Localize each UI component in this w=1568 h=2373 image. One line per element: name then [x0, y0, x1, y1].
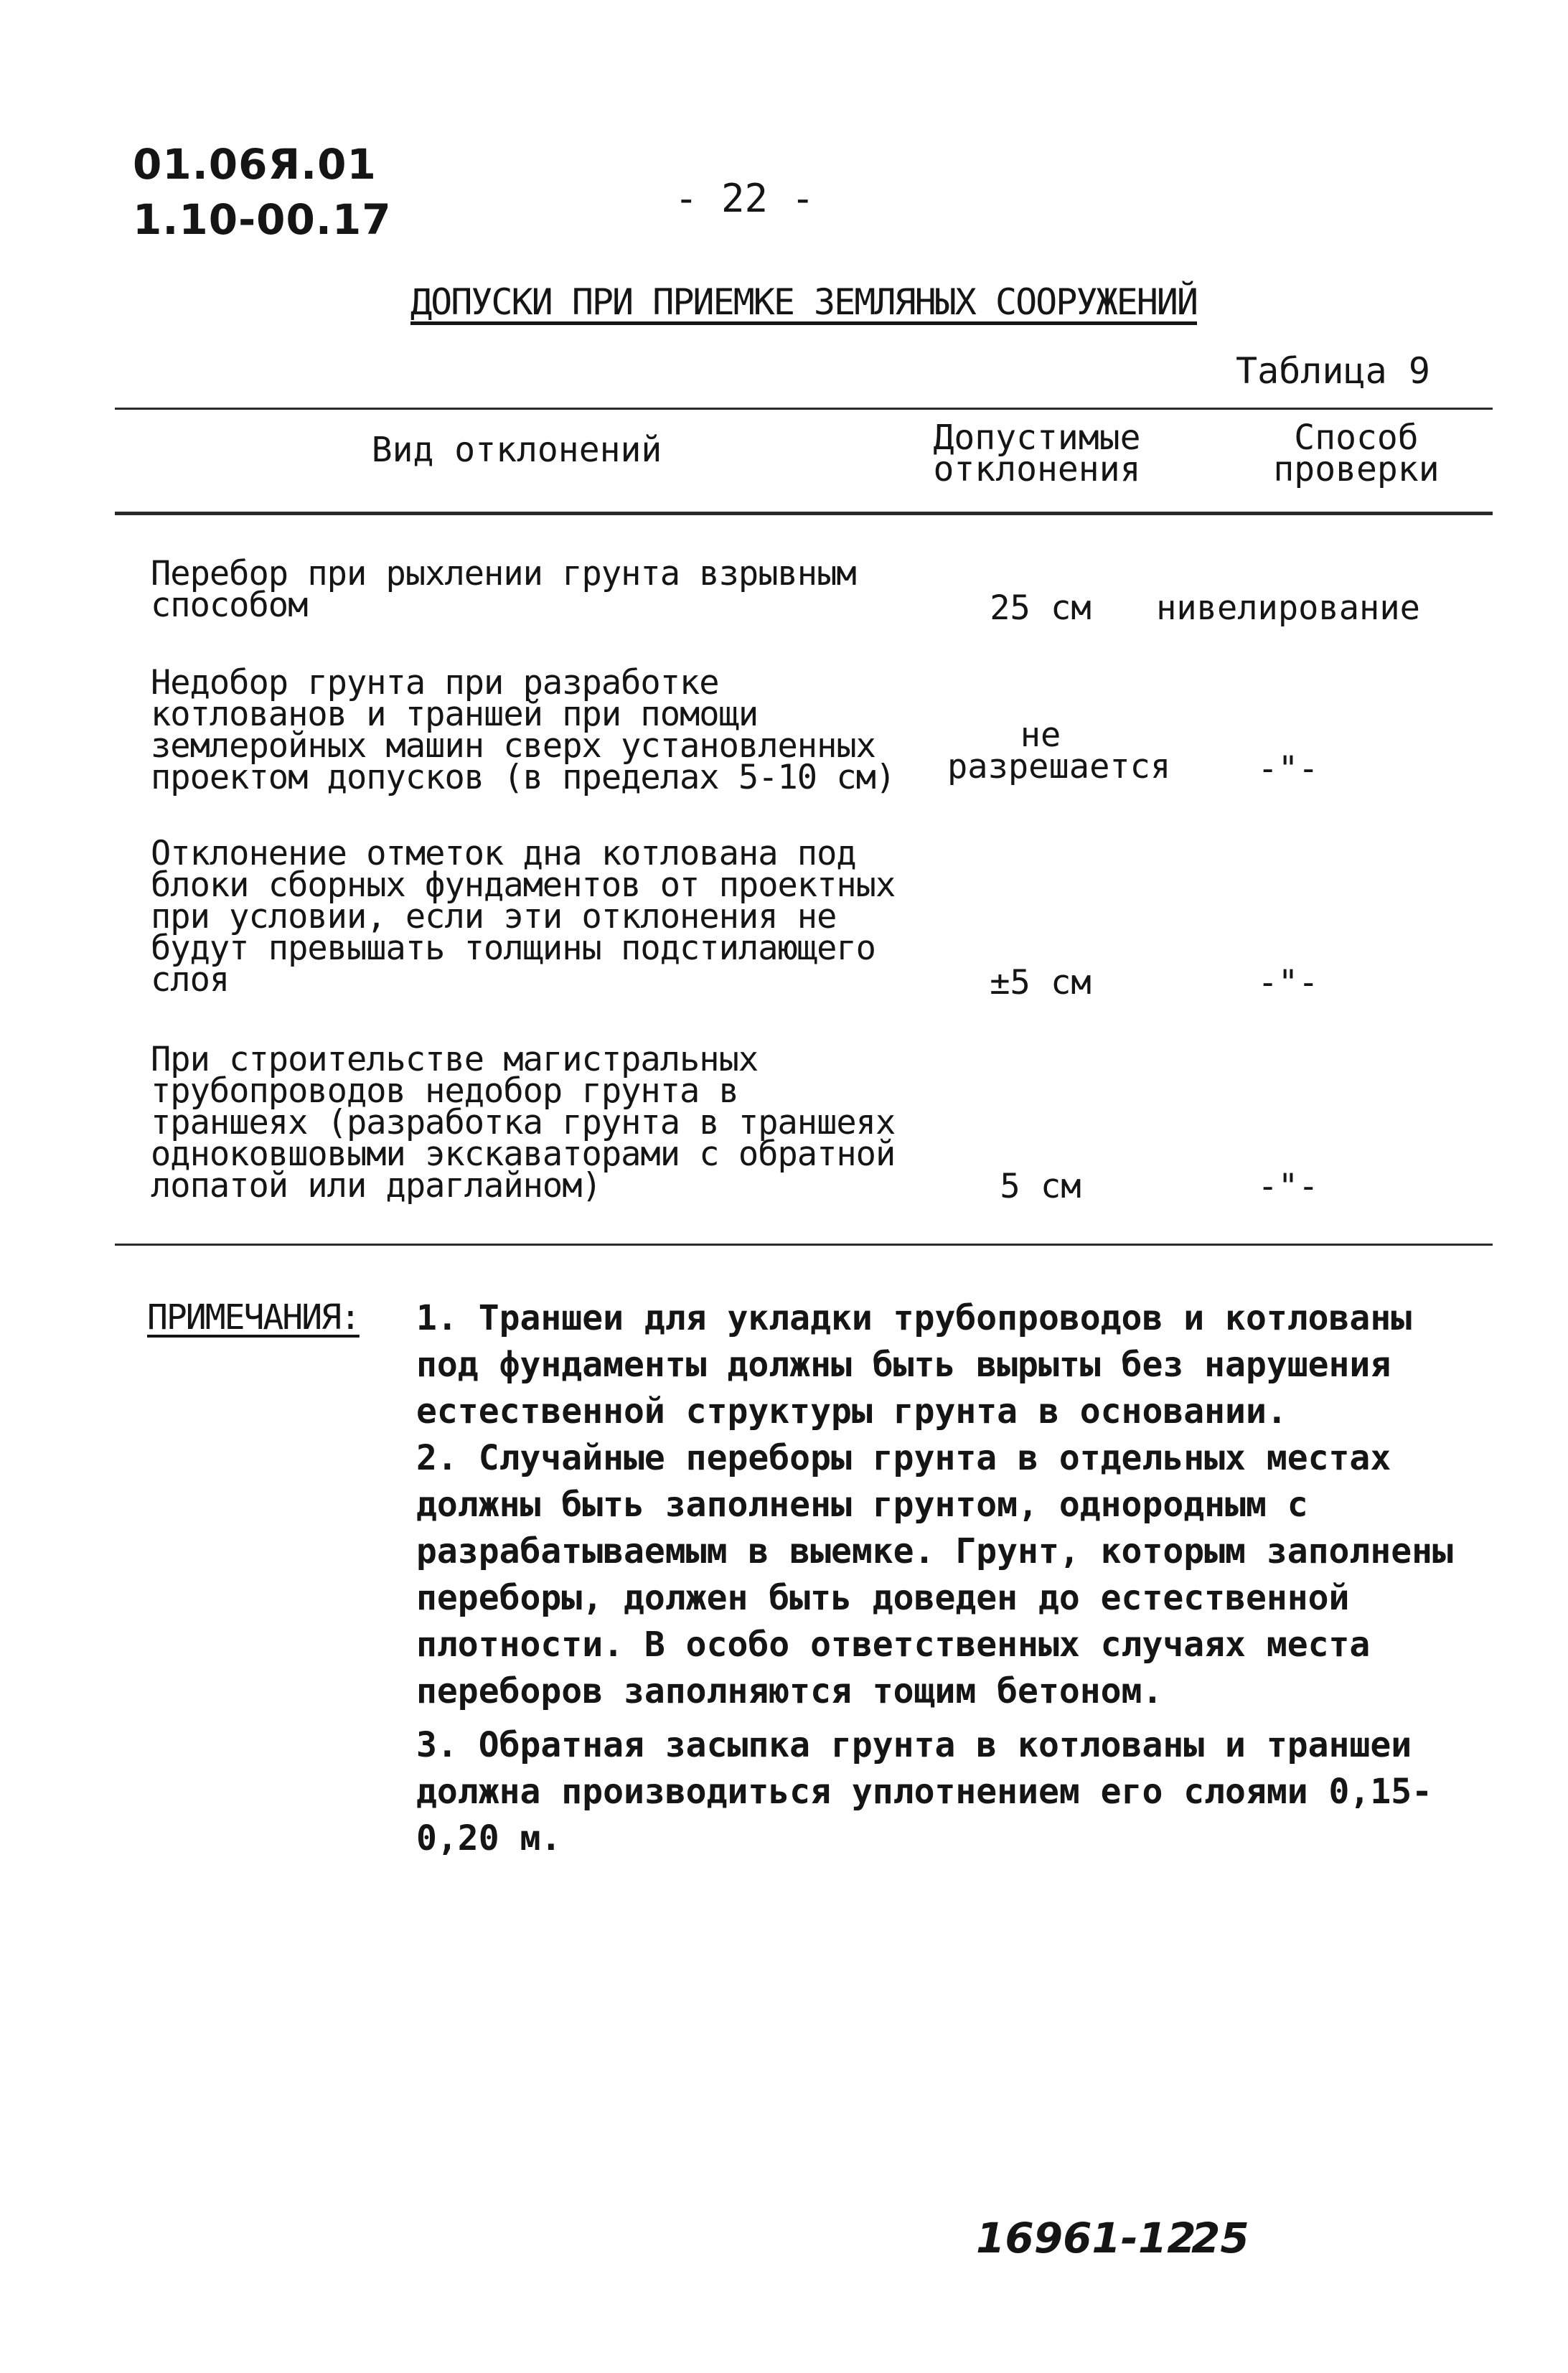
note-item: 2. Случайные переборы грунта в отдельных местах должны быть заполнены грунтом, однородным с разрабатываемым в выемке. Грунт, которым заполнены переборы, должен быть доведен до естественной плотности. В особо ответственных случаях места переборов заполняются тощим бетоном.: [416, 1438, 1453, 1711]
row-method: -"-: [1257, 963, 1319, 1002]
row-tolerance: не разрешается: [947, 715, 1171, 786]
document-number: 16961-12: [976, 2214, 1196, 2262]
row-method: нивелирование: [1156, 588, 1420, 628]
row-kind: Недобор грунта при разработке котлованов и траншей при помощи землеройных машин сверх установленных проектом допусков (в пределах 5-10 см): [151, 663, 896, 797]
row-tolerance: 25 см: [990, 588, 1092, 628]
table-top-rule: [115, 408, 1493, 410]
column-header-method: Способ проверки: [1273, 418, 1440, 489]
row-kind: Отклонение отметок дна котлована под блоки сборных фундаментов от проектных при условии, если эти отклонения не будут превышать толщины подстилающего слоя: [151, 834, 896, 1000]
column-header-kind: Вид отклонений: [371, 430, 662, 470]
row-tolerance: ±5 см: [990, 963, 1092, 1002]
page-title: ДОПУСКИ ПРИ ПРИЕМКЕ ЗЕМЛЯНЫХ СООРУЖЕНИЙ: [410, 281, 1197, 323]
note-item: 3. Обратная засыпка грунта в котлованы и траншеи должна производиться уплотнением его слоями 0,15-0,20 м.: [416, 1725, 1433, 1859]
column-header-tolerance: Допустимые отклонения: [933, 418, 1141, 489]
document-code-1: 01.06Я.01: [133, 140, 377, 189]
row-tolerance: 5 см: [1000, 1167, 1081, 1206]
document-code-2: 1.10-00.17: [133, 195, 392, 244]
table-bottom-rule: [115, 1244, 1493, 1246]
notes-label: ПРИМЕЧАНИЯ:: [147, 1297, 360, 1338]
table-label: Таблица 9: [1236, 350, 1430, 392]
note-item: 1. Траншеи для укладки трубопроводов и котлованы под фундаменты должны быть вырыты без нарушения естественной структуры грунта в основании.: [416, 1298, 1412, 1432]
page-number: - 22 -: [675, 176, 815, 221]
table-header-rule: [115, 512, 1493, 515]
row-method: -"-: [1257, 1167, 1319, 1206]
sheet-number: 25: [1191, 2214, 1249, 2262]
row-kind: Перебор при рыхлении грунта взрывным способом: [151, 554, 856, 625]
row-kind: При строительстве магистральных трубопроводов недобор грунта в траншеях (разработка грунта в траншеях одноковшовыми экскаваторами с обратной лопатой или драглайном): [151, 1040, 896, 1206]
row-method: -"-: [1257, 749, 1319, 789]
